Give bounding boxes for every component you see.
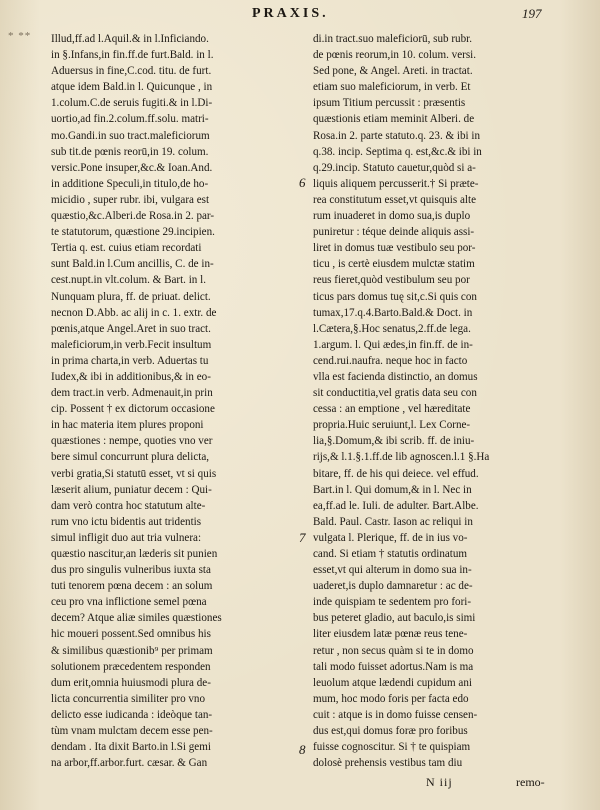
text-line: tuti tenorem pœna decem : an solum xyxy=(51,580,213,593)
text-line: Tertia q. est. cuius etiam recordati xyxy=(51,242,202,255)
text-line: Bald. Paul. Castr. Iason ac reliqui in xyxy=(313,515,473,528)
text-line: fuisse cognoscitur. Si † te quispiam xyxy=(313,741,471,754)
text-line: Sed pone, & Angel. Areti. in tractat. xyxy=(313,65,473,78)
text-line: na arbor,ff.arbor.furt. cæsar. & Gan xyxy=(51,757,208,770)
text-line: vulgata l. Plerique, ff. de in ius vo- xyxy=(313,531,468,544)
text-line: cest.nupt.in vlt.colum. & Bart. in l. xyxy=(51,274,206,287)
text-line: liter eiusdem latæ pœnæ reus tene- xyxy=(313,628,468,641)
text-line: tumax,17.q.4.Barto.Bald.& Doct. in xyxy=(313,306,473,319)
margin-note-6: 6 xyxy=(299,175,306,190)
text-line: solutionem præcedentem responden xyxy=(51,660,211,673)
running-header xyxy=(0,4,600,26)
text-line: simul infligit duo aut tria vulnera: xyxy=(51,531,202,544)
text-line: decem? Atque aliæ similes quæstiones xyxy=(51,612,222,625)
text-line: dam verò contra hoc statutum alte- xyxy=(51,499,206,512)
text-line: verbi gratia,Si statutū esset, vt si quis xyxy=(51,467,217,480)
folio-mark: * ** xyxy=(8,30,32,42)
text-line: delicto esse iudicanda : ideòque tan- xyxy=(51,708,213,721)
text-line: uaderet,is duplo damnaretur : ac de- xyxy=(313,580,473,593)
text-line: cessa : an emptione , vel hæreditate xyxy=(313,403,471,416)
text-line: q.38. incip. Septima q. est,&c.& ibi in xyxy=(313,145,482,158)
text-line: sit conductitia,vel gratis data seu con xyxy=(313,387,477,400)
text-line: dendam . Ita dixit Barto.in l.Si gemi xyxy=(51,741,211,754)
margin-note-7: 7 xyxy=(299,530,306,545)
text-line: Nunquam plura, ff. de priuat. delict. xyxy=(51,290,211,303)
text-line: esset,vt qui alterum in domo sua in- xyxy=(313,564,472,577)
margin-note-8: 8 xyxy=(299,742,306,757)
text-line: quæstiones : nempe, quoties vno ver xyxy=(51,435,213,448)
text-line: cip. Possent † ex dictorum occasione xyxy=(51,403,215,416)
text-line: pœnis,atque Angel.Aret in suo tract. xyxy=(51,322,211,335)
running-title: PRAXIS. xyxy=(252,6,329,21)
text-line: cand. Si etiam † statutis ordinatum xyxy=(313,548,468,560)
text-line: bere simul concurrunt plura delicta, xyxy=(51,451,210,464)
text-line: in additione Speculi,in titulo,de ho- xyxy=(51,177,209,190)
text-line: liquis aliquem percusserit.† Si præte- xyxy=(313,177,479,190)
text-line: puniretur : téque deinde aliquis assi- xyxy=(313,226,475,239)
text-line: Rosa.in 2. parte statuto.q. 23. & ibi in xyxy=(313,129,481,142)
text-line: reus fieret,quòd vestibulum seu por xyxy=(313,274,470,287)
text-line: sub tit.de pœnis reorū,in 19. colum. xyxy=(51,145,209,158)
text-line: ceu pro vna inflictione semel pœna xyxy=(51,596,207,609)
text-line: leuolum atque lædendi cupidum ani xyxy=(313,676,472,689)
text-line: mum, hoc modo foris per facta edo xyxy=(313,692,469,705)
text-line: in hac materia item plures proponi xyxy=(51,419,204,432)
text-line: quæstio nascitur,an læderis sit punien xyxy=(51,548,218,560)
text-line: tali modo fuisset adortus.Nam is ma xyxy=(313,660,474,673)
text-line: liret in domus tuæ vestibulo seu por- xyxy=(313,242,476,255)
text-line: ea,ff.ad le. Iuli. de adulter. Bart.Albe. xyxy=(313,499,479,512)
text-line: tùm vnam mulctam decem esse pen- xyxy=(51,725,213,738)
text-line: mo.Gandi.in suo tract.maleficiorum xyxy=(51,129,210,142)
text-line: dolosè prehensis vestibus tam diu xyxy=(313,757,463,770)
text-line: ticu , is certè eiusdem mulctæ statim xyxy=(313,258,475,271)
text-line: propria.Huic seruiunt,l. Lex Corne- xyxy=(313,419,471,432)
text-line: Illud,ff.ad l.Aquil.& in l.Inficiando. xyxy=(51,33,209,45)
text-line: bus peteret gladio, aut baculo,is simi xyxy=(313,612,476,625)
text-line: dum erit,omnia huiusmodi plura de- xyxy=(51,676,211,689)
text-line: 1.argum. l. Qui ædes,in fin.ff. de in- xyxy=(313,338,473,351)
text-line: de pœnis reorum,in 10. colum. versi. xyxy=(313,49,476,62)
text-line: ipsum Titium percussit : præsentis xyxy=(313,97,466,110)
text-line: inde quispiam te sedentem pro fori- xyxy=(313,596,472,609)
text-line: cend.rui.naufra. neque hoc in facto xyxy=(313,354,468,367)
text-line: in §.Infans,in fin.ff.de furt.Bald. in l. xyxy=(51,49,214,62)
text-column-left xyxy=(51,31,299,771)
text-line: atque idem Bald.in l. Quicunque , in xyxy=(51,81,213,94)
text-line: necnon D.Abb. ac alij in c. 1. extr. de xyxy=(51,306,217,319)
text-line: lia,§.Domum,& ibi scrib. ff. de iniu- xyxy=(313,435,475,448)
text-line: Iudex,& ibi in additionibus,& in eo- xyxy=(51,370,211,383)
text-line: læserit alium, puniatur decem : Qui- xyxy=(51,483,212,496)
text-line: q.29.incip. Statuto cauetur,quòd si a- xyxy=(313,161,476,174)
text-line: & similibus quæstionib⁹ per primam xyxy=(51,644,213,657)
text-line: di.in tract.suo maleficiorū, sub rubr. xyxy=(313,33,472,45)
text-line: retur , non secus quàm si te in domo xyxy=(313,644,474,657)
text-line: bitare, ff. de his qui deiece. vel effud. xyxy=(313,467,479,480)
text-line: ticus pars domus tuę sit,c.Si quis con xyxy=(313,290,477,303)
text-line: micidio , super rubr. ibi, vulgara est xyxy=(51,193,210,206)
text-line: Aduersus in fine,C.cod. titu. de furt. xyxy=(51,65,212,78)
text-line: rum inuaderet in domo sua,is duplo xyxy=(313,210,471,223)
text-line: cuit : atque is in domo fuisse censen- xyxy=(313,708,478,721)
text-line: versic.Pone insuper,&c.& Ioan.And. xyxy=(51,161,213,174)
text-line: dus pro singulis vulneribus iuxta sta xyxy=(51,564,211,577)
page-number: 197 xyxy=(522,6,542,21)
text-line: licta concurrentia similiter pro vno xyxy=(51,692,206,705)
text-line: dem tract.in verb. Admenauit,in prin xyxy=(51,387,213,400)
catchword: remo- xyxy=(516,775,545,789)
text-line: l.Cætera,§.Hoc senatus,2.ff.de lega. xyxy=(313,322,471,335)
signature-mark: N iij xyxy=(426,775,453,789)
text-line: hic moueri possent.Sed omnibus his xyxy=(51,628,211,641)
text-line: dus est,qui domus foræ pro foribus xyxy=(313,725,468,738)
text-line: maleficiorum,in verb.Fecit insultum xyxy=(51,338,212,351)
text-line: quæstio,&c.Alberi.de Rosa.in 2. par- xyxy=(51,210,215,223)
text-line: rea constitutum esset,vt quisquis alte xyxy=(313,193,476,206)
text-line: vlla est facienda distinctio, an domus xyxy=(313,370,478,383)
text-line: te statutorum, quæstione 29.incipien. xyxy=(51,226,215,239)
text-line: 1.colum.C.de seruis fugiti.& in l.Di- xyxy=(51,97,213,110)
text-line: sunt Bald.in l.Cum ancillis, C. de in- xyxy=(51,258,214,271)
text-line: etiam suo maleficiorum, in verb. Et xyxy=(313,81,471,94)
text-line: rijs,& l.1.§.1.ff.de lib agnoscen.l.1 §.Ha xyxy=(313,451,490,464)
text-line: rum vno ictu bidentis aut tridentis xyxy=(51,515,202,528)
text-line: Bart.in l. Qui domum,& in l. Nec in xyxy=(313,483,472,496)
text-line: quæstionis etiam meminit Alberi. de xyxy=(313,113,475,126)
text-column-right xyxy=(313,31,561,771)
text-line: in prima charta,in verb. Aduertas tu xyxy=(51,354,209,367)
text-line: uortio,ad fin.2.colum.ff.solu. matri- xyxy=(51,113,209,126)
